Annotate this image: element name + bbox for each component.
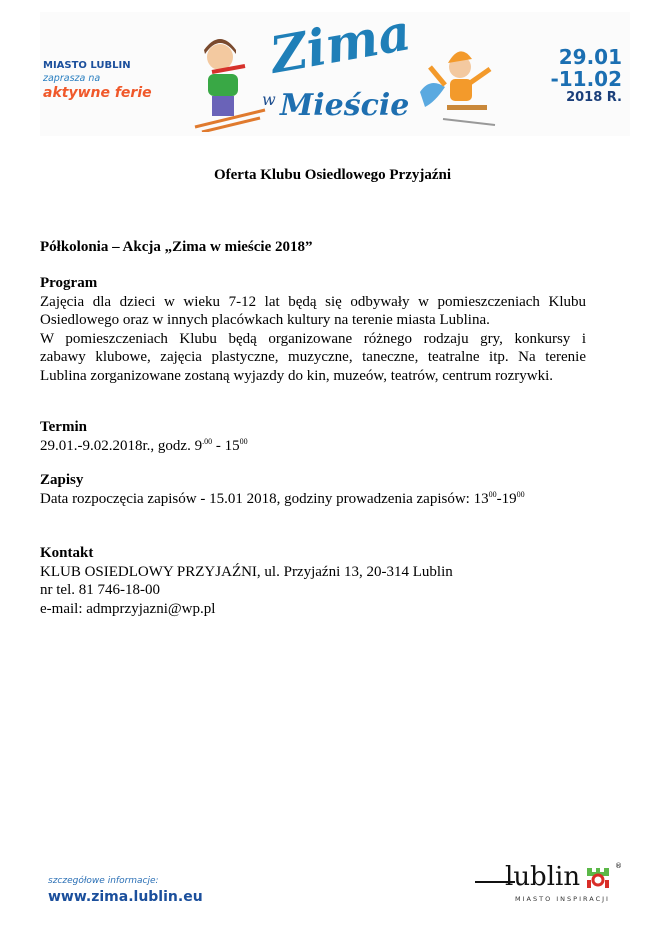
program-section (40, 274, 586, 385)
skier-illustration (190, 32, 270, 132)
zapisy-end: -19 (496, 490, 517, 507)
program-line: Zajęcia dla dzieci w wieku 7-12 lat będą się odbywały w pomieszczeniach Klubu (40, 293, 586, 310)
banner-invitation (43, 60, 152, 101)
subtitle: Półkolonia – Akcja „Zima w mieście 2018” (40, 239, 313, 255)
date-to: -11.02 (550, 67, 622, 91)
termin-sup: .00 (202, 436, 213, 446)
program-heading: Program (40, 275, 98, 291)
termin-heading: Termin (40, 419, 87, 435)
banner-dates (550, 46, 622, 105)
zapisy-sup: 00 (516, 489, 525, 499)
header-banner (40, 2, 630, 136)
kontakt-address: KLUB OSIEDLOWY PRZYJAŹNI, ul. Przyjaźni 13, 20-314 Lublin (40, 563, 453, 580)
zapisy-text (40, 490, 586, 509)
banner-city: MIASTO LUBLIN (43, 60, 131, 71)
date-year: 2018 R. (566, 90, 622, 105)
date-from: 29.01 (558, 45, 622, 69)
zapisy-heading: Zapisy (40, 472, 84, 488)
logo-tagline: MIASTO INSPIRACJI (515, 895, 610, 903)
logo-miescie: Mieście (280, 88, 410, 123)
termin-end: - 15 (212, 437, 240, 454)
termin-section (40, 418, 586, 455)
zapisy-date: Data rozpoczęcia zapisów - 15.01 2018, godziny prowadzenia zapisów: 13 (40, 490, 489, 507)
logo-zima: Zima (265, 2, 415, 85)
footer-info-label: szczegółowe informacje: (48, 876, 159, 886)
program-line: Lublina zorganizowane zostaną wyjazdy do kin, muzeów, teatrów, centrum rozrywki. (40, 367, 554, 384)
registered-mark: ® (615, 862, 622, 870)
kontakt-phone: nr tel. 81 746-18-00 (40, 582, 160, 598)
sledder-illustration (415, 37, 505, 132)
kontakt-heading: Kontakt (40, 545, 94, 561)
kontakt-section (40, 544, 586, 618)
footer-info (48, 876, 203, 905)
banner-active: aktywne ferie (43, 85, 152, 101)
program-line: Osiedlowego oraz w innych placówkach kultury na terenie miasta Lublina. (40, 312, 490, 328)
banner-invite: zaprasza na (43, 73, 101, 84)
castle-icon (585, 866, 611, 890)
program-line: W pomieszczeniach Klubu będą organizowane różnego rodzaju gry, konkursy i (40, 330, 586, 347)
kontakt-email[interactable]: e-mail: admprzyjazni@wp.pl (40, 600, 216, 617)
program-line: zabawy klubowe, zajęcia plastyczne, muzyczne, taneczne, teatralne itp. Na terenie (40, 349, 586, 365)
logo-text: lublin (505, 862, 581, 892)
logo-w: w (262, 90, 276, 109)
zapisy-section (40, 471, 586, 508)
zapisy-sup: 00 (488, 489, 497, 499)
termin-sup: 00 (239, 436, 248, 446)
document-title: Oferta Klubu Osiedlowego Przyjaźni (213, 167, 452, 183)
termin-text (40, 437, 586, 456)
footer-url-link[interactable]: www.zima.lublin.eu (48, 889, 203, 905)
termin-date: 29.01.-9.02.2018r., godz. 9 (40, 437, 203, 454)
